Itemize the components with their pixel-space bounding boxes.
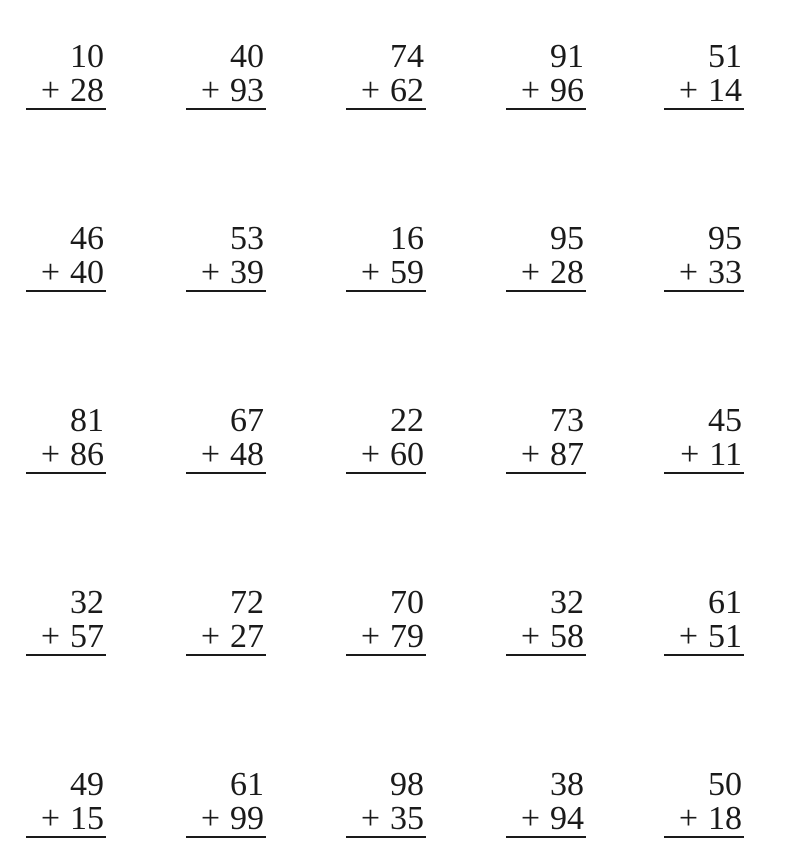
plus-sign: + [520, 436, 540, 473]
addition-problem [664, 40, 744, 110]
plus-sign: + [200, 618, 220, 655]
bottom-addend: 40 [70, 254, 104, 291]
plus-sign: + [200, 800, 220, 837]
addition-problem [346, 586, 426, 656]
bottom-addend: 28 [70, 72, 104, 109]
bottom-addend: 94 [550, 800, 584, 837]
answer-line [664, 472, 744, 474]
addition-problem [346, 222, 426, 292]
top-addend: 61 [230, 766, 264, 803]
top-addend: 45 [708, 402, 742, 439]
bottom-addend-row [679, 256, 742, 290]
addition-problem [26, 768, 106, 838]
top-addend: 67 [230, 402, 264, 439]
plus-sign: + [40, 254, 60, 291]
bottom-addend-row [41, 438, 104, 472]
bottom-addend-row [201, 620, 264, 654]
top-addend: 32 [550, 584, 584, 621]
bottom-addend-row [201, 256, 264, 290]
answer-line [506, 290, 586, 292]
bottom-addend-row [521, 620, 584, 654]
top-addend: 98 [390, 766, 424, 803]
plus-sign: + [360, 618, 380, 655]
bottom-addend-row [201, 74, 264, 108]
bottom-addend: 57 [70, 618, 104, 655]
answer-line [186, 290, 266, 292]
answer-line [664, 108, 744, 110]
bottom-addend: 15 [70, 800, 104, 837]
answer-line [506, 108, 586, 110]
answer-line [506, 836, 586, 838]
plus-sign: + [360, 436, 380, 473]
addition-problem [186, 404, 266, 474]
addition-problem [346, 768, 426, 838]
bottom-addend: 27 [230, 618, 264, 655]
answer-line [506, 472, 586, 474]
bottom-addend: 28 [550, 254, 584, 291]
top-addend: 40 [230, 38, 264, 75]
top-addend: 32 [70, 584, 104, 621]
addition-problem [506, 222, 586, 292]
bottom-addend: 86 [70, 436, 104, 473]
answer-line [26, 472, 106, 474]
answer-line [346, 654, 426, 656]
bottom-addend-row [521, 74, 584, 108]
bottom-addend-row [361, 438, 424, 472]
top-addend: 50 [708, 766, 742, 803]
answer-line [664, 290, 744, 292]
bottom-addend: 99 [230, 800, 264, 837]
bottom-addend: 14 [708, 72, 742, 109]
addition-problem [664, 222, 744, 292]
bottom-addend: 48 [230, 436, 264, 473]
answer-line [186, 472, 266, 474]
plus-sign: + [360, 72, 380, 109]
bottom-addend-row [680, 438, 742, 472]
top-addend: 22 [390, 402, 424, 439]
bottom-addend: 87 [550, 436, 584, 473]
bottom-addend-row [521, 802, 584, 836]
plus-sign: + [680, 436, 700, 473]
top-addend: 95 [708, 220, 742, 257]
addition-problem [186, 768, 266, 838]
addition-problem [346, 404, 426, 474]
top-addend: 91 [550, 38, 584, 75]
plus-sign: + [200, 72, 220, 109]
plus-sign: + [678, 72, 698, 109]
answer-line [26, 836, 106, 838]
addition-problem [186, 40, 266, 110]
answer-line [186, 836, 266, 838]
addition-problem [506, 586, 586, 656]
bottom-addend-row [41, 802, 104, 836]
plus-sign: + [520, 618, 540, 655]
addition-problem [26, 40, 106, 110]
addition-problem [664, 768, 744, 838]
top-addend: 74 [390, 38, 424, 75]
top-addend: 51 [708, 38, 742, 75]
answer-line [186, 108, 266, 110]
bottom-addend-row [361, 620, 424, 654]
bottom-addend-row [361, 802, 424, 836]
addition-problem [664, 586, 744, 656]
bottom-addend-row [41, 74, 104, 108]
bottom-addend-row [361, 256, 424, 290]
addition-problem [26, 404, 106, 474]
bottom-addend: 35 [390, 800, 424, 837]
bottom-addend: 96 [550, 72, 584, 109]
answer-line [664, 836, 744, 838]
top-addend: 46 [70, 220, 104, 257]
plus-sign: + [40, 72, 60, 109]
bottom-addend: 62 [390, 72, 424, 109]
bottom-addend: 11 [709, 436, 742, 473]
addition-problem [346, 40, 426, 110]
addition-problem [664, 404, 744, 474]
top-addend: 70 [390, 584, 424, 621]
bottom-addend-row [521, 256, 584, 290]
plus-sign: + [678, 254, 698, 291]
addition-problem [506, 768, 586, 838]
answer-line [26, 654, 106, 656]
answer-line [186, 654, 266, 656]
addition-problem [26, 222, 106, 292]
top-addend: 10 [70, 38, 104, 75]
top-addend: 95 [550, 220, 584, 257]
answer-line [346, 836, 426, 838]
plus-sign: + [678, 618, 698, 655]
answer-line [346, 290, 426, 292]
bottom-addend-row [361, 74, 424, 108]
answer-line [346, 108, 426, 110]
bottom-addend-row [679, 74, 742, 108]
plus-sign: + [360, 254, 380, 291]
top-addend: 81 [70, 402, 104, 439]
bottom-addend-row [201, 438, 264, 472]
bottom-addend: 39 [230, 254, 264, 291]
plus-sign: + [520, 72, 540, 109]
bottom-addend-row [41, 620, 104, 654]
bottom-addend-row [521, 438, 584, 472]
bottom-addend-row [679, 620, 742, 654]
bottom-addend: 58 [550, 618, 584, 655]
bottom-addend-row [679, 802, 742, 836]
bottom-addend: 59 [390, 254, 424, 291]
bottom-addend: 18 [708, 800, 742, 837]
plus-sign: + [678, 800, 698, 837]
top-addend: 38 [550, 766, 584, 803]
plus-sign: + [200, 436, 220, 473]
addition-problem [506, 404, 586, 474]
top-addend: 73 [550, 402, 584, 439]
bottom-addend: 51 [708, 618, 742, 655]
plus-sign: + [40, 618, 60, 655]
bottom-addend-row [201, 802, 264, 836]
plus-sign: + [520, 254, 540, 291]
plus-sign: + [200, 254, 220, 291]
answer-line [346, 472, 426, 474]
plus-sign: + [40, 800, 60, 837]
answer-line [506, 654, 586, 656]
addition-problem [186, 222, 266, 292]
plus-sign: + [360, 800, 380, 837]
top-addend: 61 [708, 584, 742, 621]
bottom-addend-row [41, 256, 104, 290]
answer-line [26, 108, 106, 110]
addition-problem [186, 586, 266, 656]
top-addend: 49 [70, 766, 104, 803]
bottom-addend: 93 [230, 72, 264, 109]
addition-problem [506, 40, 586, 110]
answer-line [26, 290, 106, 292]
answer-line [664, 654, 744, 656]
top-addend: 72 [230, 584, 264, 621]
plus-sign: + [520, 800, 540, 837]
bottom-addend: 33 [708, 254, 742, 291]
bottom-addend: 60 [390, 436, 424, 473]
top-addend: 53 [230, 220, 264, 257]
top-addend: 16 [390, 220, 424, 257]
addition-problem [26, 586, 106, 656]
bottom-addend: 79 [390, 618, 424, 655]
plus-sign: + [40, 436, 60, 473]
